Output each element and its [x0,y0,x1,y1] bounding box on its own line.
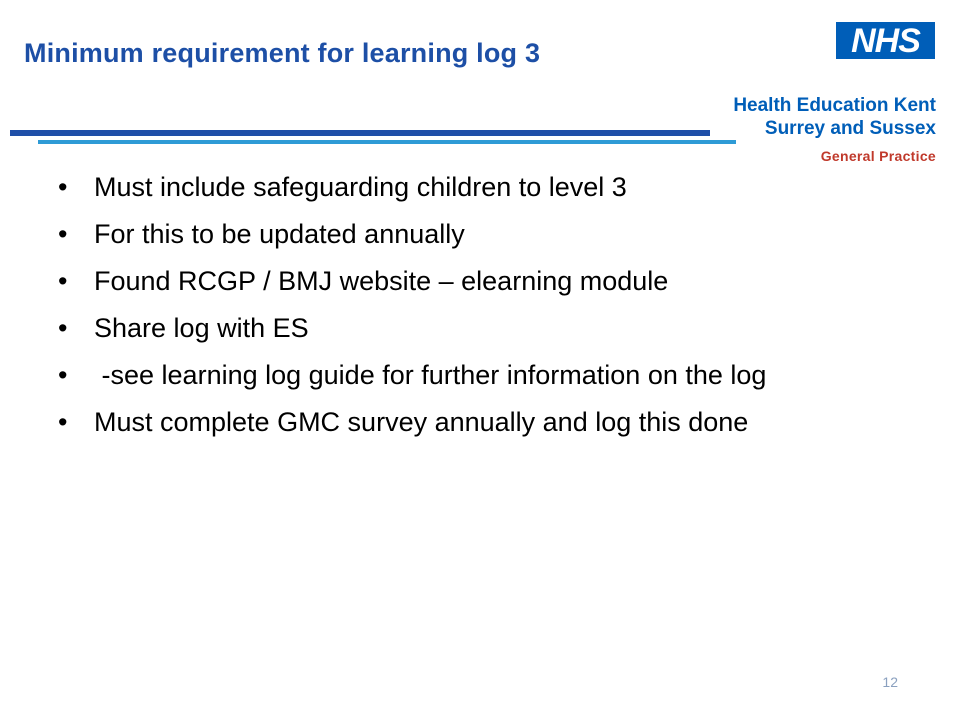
slide-title: Minimum requirement for learning log 3 [24,38,541,68]
bullet-text: Must complete GMC survey annually and log this done [94,407,749,437]
bullet-item [58,172,898,203]
bullet-text: Must include safeguarding children to level 3 [94,172,627,202]
organization-name-line1: Health Education Kent [733,95,936,116]
bullet-item [58,313,898,344]
bullet-marker: • [58,266,68,296]
bullet-list [58,172,898,454]
bullet-marker: • [58,313,68,343]
bullet-item [58,266,898,297]
organization-name [733,94,936,140]
bullet-text: Share log with ES [94,313,309,343]
bullet-text: For this to be updated annually [94,219,465,249]
organization-name-line2: Surrey and Sussex [764,118,936,139]
bullet-marker: • [58,172,68,202]
bullet-item [58,360,898,391]
nhs-logo-text: NHS [851,21,920,60]
title-underline-light [38,140,736,144]
bullet-marker: • [58,219,68,249]
bullet-item [58,407,898,438]
bullet-item [58,219,898,250]
page-number: 12 [882,674,898,690]
bullet-marker: • [58,360,68,390]
title-underline-dark [10,130,710,136]
nhs-logo [836,22,935,59]
bullet-text: Found RCGP / BMJ website – elearning module [94,266,669,296]
bullet-marker: • [58,407,68,437]
department-subtitle: General Practice [820,148,936,164]
bullet-text: -see learning log guide for further information on the log [94,360,767,390]
